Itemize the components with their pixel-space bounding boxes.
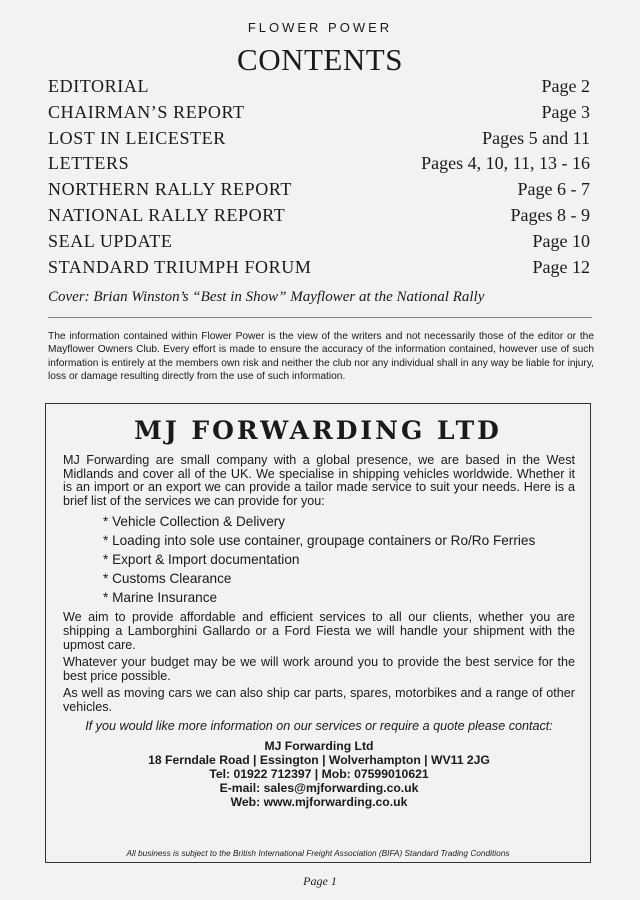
page-number: Page 1 (303, 874, 337, 888)
advert-box (45, 403, 591, 863)
toc-title: STANDARD TRIUMPH FORUM (48, 256, 312, 277)
advert-paragraph: As well as moving cars we can also ship car parts, spares, motorbikes and a range of other vehicles. (63, 686, 575, 714)
toc-row (48, 203, 590, 229)
toc-title: SEAL UPDATE (48, 230, 173, 251)
list-item: * Loading into sole use container, groupage containers or Ro/Ro Ferries (103, 533, 536, 549)
advert-paragraph: Whatever your budget may be we will work around you to provide the best service for the best price possible. (63, 655, 575, 683)
advert-body (63, 454, 575, 810)
advert-paragraph: We aim to provide affordable and efficient services to all our clients, whether you are shipping a Lamborghini Gallardo or a Ford Fiesta we will handle your shipment with the upmost care. (63, 610, 575, 652)
disclaimer: The information contained within Flower Power is the view of the writers and not necessarily those of the editor or the Mayflower Owners Club. Every effort is made to ensure the accuracy of the information contained, however use of such information is entirely at the members own risk and neither the club nor any individual shall in any way be liable for injury, loss or damage resulting directly from the use of such information. (48, 331, 594, 382)
divider (48, 317, 592, 318)
toc-title: NORTHERN RALLY REPORT (48, 179, 292, 200)
list-item: * Marine Insurance (103, 590, 218, 606)
toc-page: Page 12 (532, 256, 590, 277)
toc-row (48, 229, 590, 255)
list-item: * Export & Import documentation (103, 552, 300, 568)
page-title: CONTENTS (237, 42, 403, 77)
magazine-name: FLOWER POWER (247, 20, 393, 35)
services-list (103, 512, 575, 607)
toc-page: Pages 5 and 11 (482, 127, 590, 148)
cover-caption: Cover: Brian Winston’s “Best in Show” Mayflower at the National Rally (48, 289, 485, 305)
contact-intro: If you would like more information on our services or require a quote please contact: (85, 718, 553, 733)
toc-title: CHAIRMAN’S REPORT (48, 101, 245, 122)
toc-row (48, 151, 590, 177)
toc-row (48, 74, 590, 100)
toc-page: Pages 4, 10, 11, 13 - 16 (421, 153, 590, 174)
contact-name: MJ Forwarding Ltd (264, 738, 374, 753)
toc-page: Page 6 - 7 (517, 179, 590, 200)
table-of-contents (48, 74, 590, 280)
bifa-note: All business is subject to the British International Freight Association (BIFA) Standard Trading Conditions (126, 848, 510, 858)
advert-intro: MJ Forwarding are small company with a global presence, we are based in the West Midlands and cover all of the UK. We specialise in shipping vehicles worldwide. Whether it is an import or an export we can provide a tailor made service to suit your needs. Here is a brief list of the services we can provide for you: (63, 453, 575, 508)
contact-email: E-mail: sales@mjforwarding.co.uk (219, 781, 419, 796)
toc-row (48, 126, 590, 152)
toc-row (48, 100, 590, 126)
toc-page: Pages 8 - 9 (510, 204, 590, 225)
toc-title: NATIONAL RALLY REPORT (48, 204, 286, 225)
toc-page: Page 2 (541, 76, 590, 96)
toc-title: EDITORIAL (48, 76, 150, 96)
toc-row (48, 177, 590, 203)
toc-title: LETTERS (48, 153, 130, 174)
toc-title: LOST IN LEICESTER (48, 127, 226, 148)
advert-title: MJ FORWARDING LTD (134, 416, 502, 445)
contact-address: 18 Ferndale Road | Essington | Wolverhampton | WV11 2JG (148, 752, 490, 767)
list-item: * Customs Clearance (103, 571, 232, 587)
contact-web: Web: www.mjforwarding.co.uk (230, 795, 408, 810)
contact-block (63, 739, 575, 810)
toc-row (48, 255, 590, 281)
list-item: * Vehicle Collection & Delivery (103, 514, 286, 530)
contact-phone: Tel: 01922 712397 | Mob: 07599010621 (209, 766, 429, 781)
toc-page: Page 10 (532, 230, 590, 251)
toc-page: Page 3 (541, 101, 590, 122)
